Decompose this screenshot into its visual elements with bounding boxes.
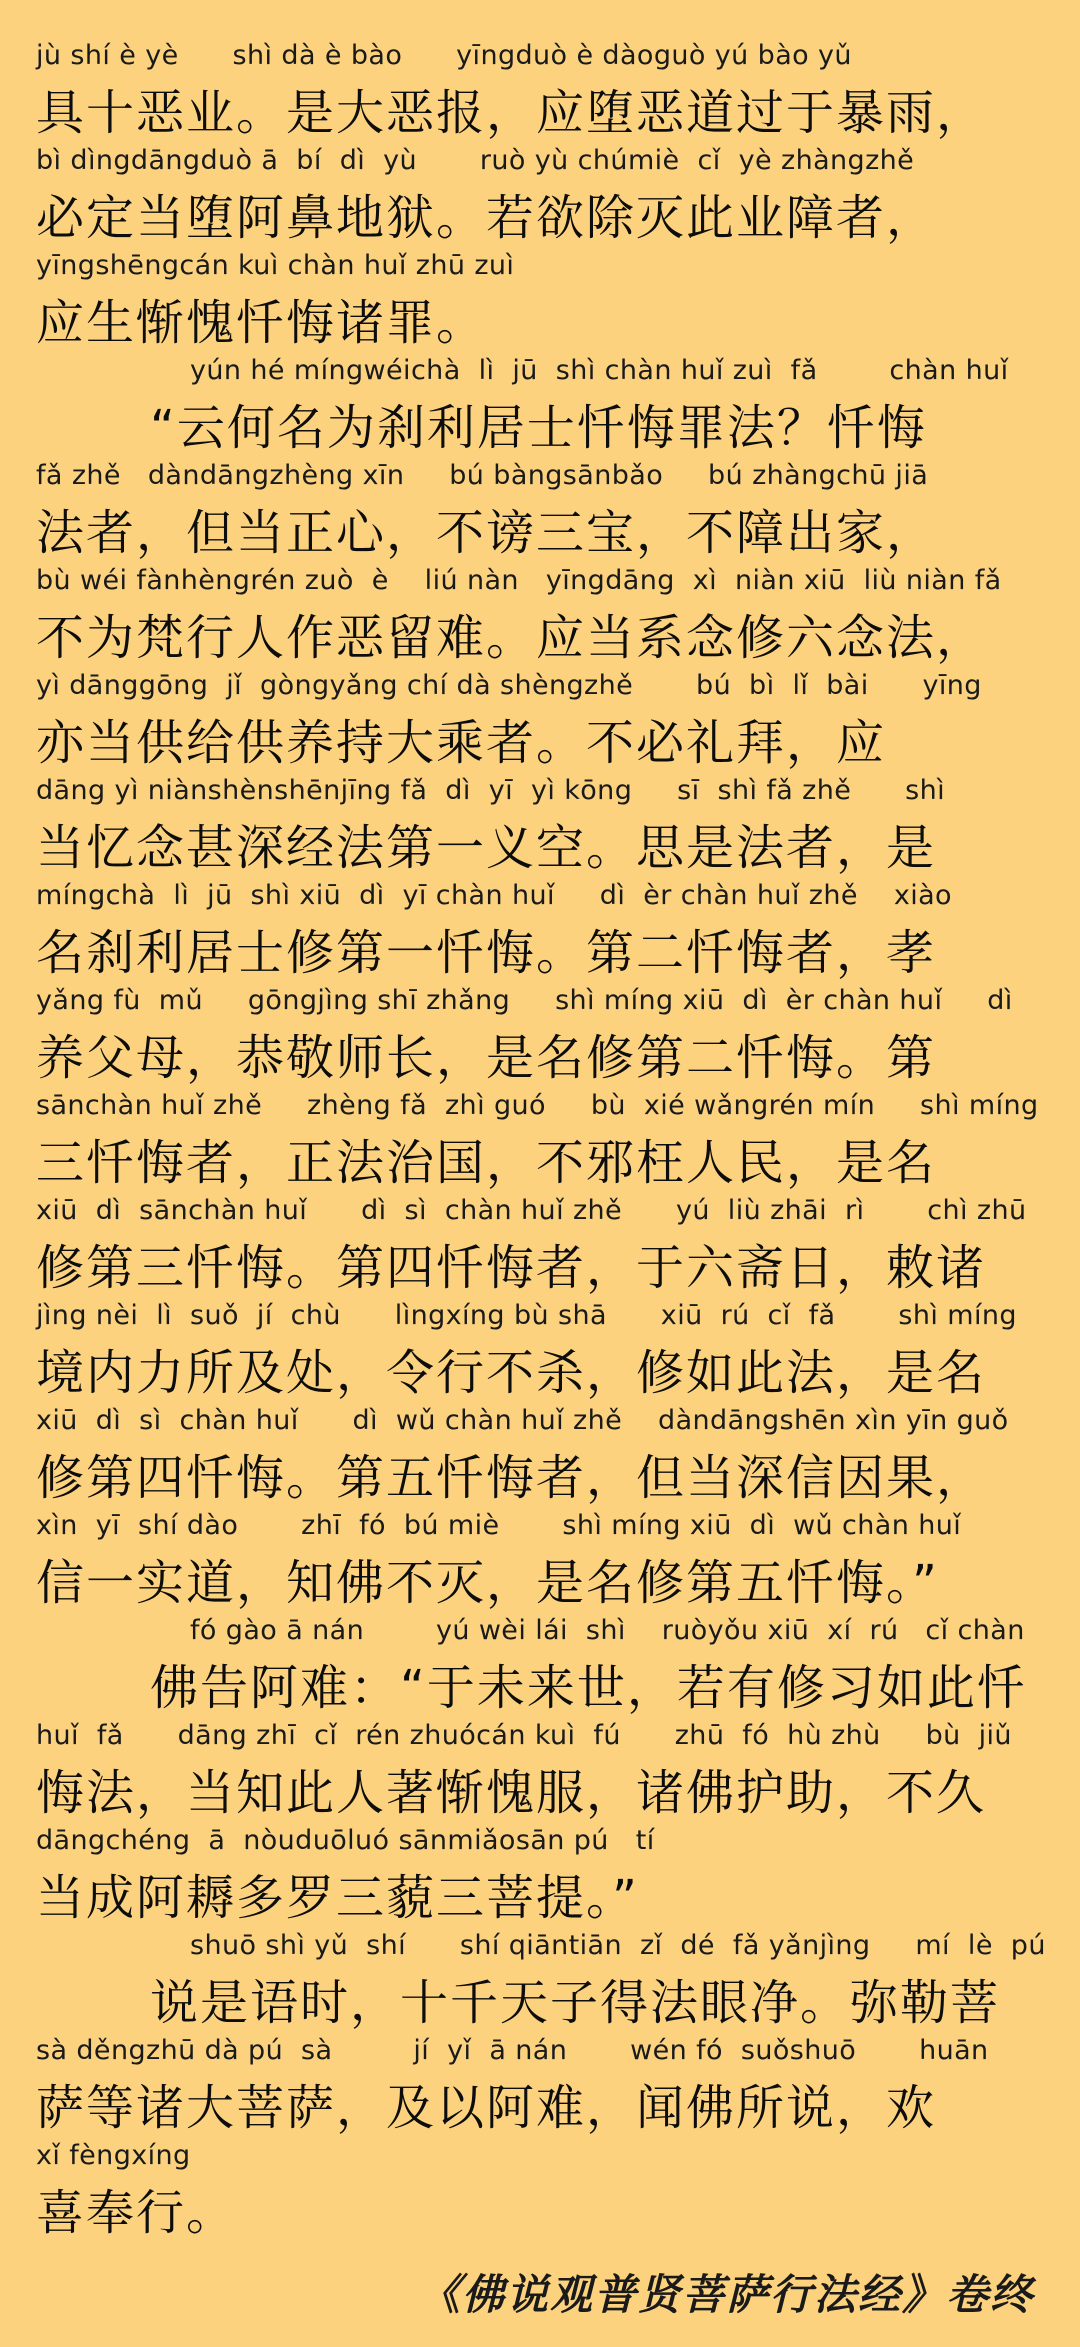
hanzi-line: 佛告阿难：“于未来世，若有修习如此忏	[150, 1660, 1027, 1716]
pinyin-line: xǐ fèngxíng	[36, 2140, 191, 2171]
pinyin-line: jù shí è yè shì dà è bào yīngduò è dàoguò yú bào yǔ	[36, 40, 852, 71]
hanzi-line: 养父母，恭敬师长，是名修第二忏悔。第	[36, 1030, 937, 1086]
pinyin-line: sānchàn huǐ zhě zhèng fǎ zhì guó bù xié wǎngrén mín shì míng	[36, 1090, 1039, 1121]
hanzi-line: 法者，但当正心，不谤三宝，不障出家，	[36, 505, 937, 561]
hanzi-line: 修第四忏悔。第五忏悔者，但当深信因果，	[36, 1450, 987, 1506]
pinyin-line: jìng nèi lì suǒ jí chù lìngxíng bù shā xiū rú cǐ fǎ shì míng	[36, 1300, 1017, 1331]
pinyin-line: xiū dì sì chàn huǐ dì wǔ chàn huǐ zhě dàndāngshēn xìn yīn guǒ	[36, 1405, 1009, 1436]
hanzi-line: 不为梵行人作恶留难。应当系念修六念法，	[36, 610, 987, 666]
pinyin-line: yīngshēngcán kuì chàn huǐ zhū zuì	[36, 250, 515, 281]
hanzi-line: 信一实道，知佛不灭，是名修第五忏悔。”	[36, 1555, 939, 1611]
hanzi-line: “云何名为刹利居士忏悔罪法？忏悔	[150, 400, 927, 456]
hanzi-line: 萨等诸大菩萨，及以阿难，闻佛所说，欢	[36, 2080, 937, 2136]
pinyin-line: dāng yì niànshènshēnjīng fǎ dì yī yì kōng sī shì fǎ zhě shì	[36, 775, 946, 806]
pinyin-line: bù wéi fànhèngrén zuò è liú nàn yīngdāng xì niàn xiū liù niàn fǎ	[36, 565, 1002, 596]
hanzi-line: 必定当堕阿鼻地狱。若欲除灭此业障者，	[36, 190, 937, 246]
pinyin-line: xiū dì sānchàn huǐ dì sì chàn huǐ zhě yú liù zhāi rì chì zhū	[36, 1195, 1027, 1226]
hanzi-line: 名刹利居士修第一忏悔。第二忏悔者，孝	[36, 925, 937, 981]
hanzi-line: 亦当供给供养持大乘者。不必礼拜，应	[36, 715, 887, 771]
pinyin-line: fó gào ā nán yú wèi lái shì ruòyǒu xiū xí rú cǐ chàn	[190, 1615, 1025, 1646]
pinyin-line: dāngchéng ā nòuduōluó sānmiǎosān pú tí	[36, 1825, 655, 1856]
hanzi-line: 应生惭愧忏悔诸罪。	[36, 295, 487, 351]
hanzi-line: 境内力所及处，令行不杀，修如此法，是名	[36, 1345, 987, 1401]
pinyin-line: bì dìngdāngduò ā bí dì yù ruò yù chúmiè cǐ yè zhàngzhě	[36, 145, 915, 176]
hanzi-line: 当成阿耨多罗三藐三菩提。”	[36, 1870, 639, 1926]
pinyin-line: xìn yī shí dào zhī fó bú miè shì míng xiū dì wǔ chàn huǐ	[36, 1510, 962, 1541]
hanzi-line: 说是语时，十千天子得法眼净。弥勒菩	[150, 1975, 1001, 2031]
hanzi-line: 具十恶业。是大恶报，应堕恶道过于暴雨，	[36, 85, 987, 141]
pinyin-line: fǎ zhě dàndāngzhèng xīn bú bàngsānbǎo bú zhàngchū jiā	[36, 460, 929, 491]
pinyin-line: yì dānggōng jǐ gòngyǎng chí dà shèngzhě bú bì lǐ bài yīng	[36, 670, 982, 701]
pinyin-line: shuō shì yǔ shí shí qiāntiān zǐ dé fǎ yǎnjìng mí lè pú	[190, 1930, 1046, 1961]
pinyin-line: yún hé míngwéichà lì jū shì chàn huǐ zuì fǎ chàn huǐ	[190, 355, 1009, 386]
pinyin-line: huǐ fǎ dāng zhī cǐ rén zhuócán kuì fú zhū fó hù zhù bù jiǔ	[36, 1720, 1012, 1751]
pinyin-line: sà děngzhū dà pú sà jí yǐ ā nán wén fó suǒshuō huān	[36, 2035, 989, 2066]
hanzi-line: 当忆念甚深经法第一义空。思是法者，是	[36, 820, 937, 876]
hanzi-line: 喜奉行。	[36, 2185, 237, 2241]
hanzi-line: 悔法，当知此人著惭愧服，诸佛护助，不久	[36, 1765, 987, 1821]
hanzi-line: 三忏悔者，正法治国，不邪枉人民，是名	[36, 1135, 937, 1191]
pinyin-line: míngchà lì jū shì xiū dì yī chàn huǐ dì èr chàn huǐ zhě xiào	[36, 880, 952, 911]
footer-title: 《佛说观普贤菩萨行法经》卷终	[417, 2270, 1034, 2319]
hanzi-line: 修第三忏悔。第四忏悔者，于六斋日，敕诸	[36, 1240, 987, 1296]
pinyin-line: yǎng fù mǔ gōngjìng shī zhǎng shì míng xiū dì èr chàn huǐ dì	[36, 985, 1013, 1016]
